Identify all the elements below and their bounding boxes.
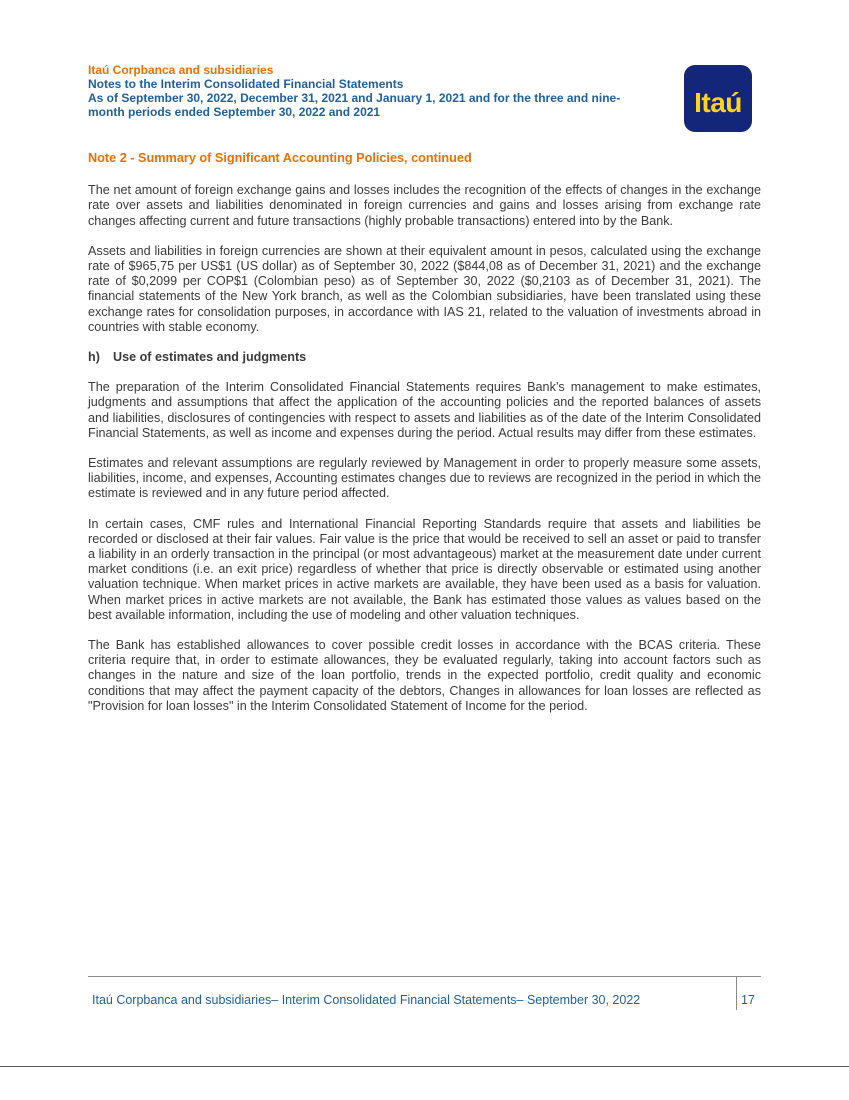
footer-divider (88, 976, 761, 977)
itau-logo-text: Itaú (694, 86, 742, 118)
footer-vertical-divider (736, 976, 737, 1010)
paragraph: The Bank has established allowances to cover possible credit losses in accordance with the BCAS criteria. These criteria require that, in order to estimate allowances, they be evaluated regularly, taking into account factors such as changes in the nature and size of the loan portfolio, trends in the expected portfolio, credit quality and economic conditions that may affect the payment capacity of the debtors, Changes in allowances for loan losses are reflected as "Provision for loan losses" in the Interim Consolidated Statement of Income for the period. (88, 638, 761, 713)
header-line-3: month periods ended September 30, 2022 and 2021 (88, 105, 381, 119)
paragraph: Estimates and relevant assumptions are regularly reviewed by Management in order to properly measure some assets, liabilities, income, and expenses, Accounting estimates changes due to reviews are recognized in the period in which the estimate is reviewed and in any future period affected. (88, 456, 761, 501)
paragraph: Assets and liabilities in foreign currencies are shown at their equivalent amount in pesos, calculated using the exchange rate of $965,75 per US$1 (US dollar) as of September 30, 2022 ($844,08 as of December 31, 2021) and the exchange rate of $0,2099 per COP$1 (Colombian peso) as of September 30, 2022 ($0,2103 as of December 31, 2021). The financial statements of the New York branch, as well as the Colombian subsidiaries, have been translated using these exchange rates for consolidation purposes, in accordance with IAS 21, related to the valuation of investments abroad in countries with stable economy. (88, 243, 761, 334)
section-heading (88, 350, 761, 365)
paragraph: The preparation of the Interim Consolidated Financial Statements requires Bank’s management to make estimates, judgments and assumptions that affect the application of the accounting policies and the reported balances of assets and liabilities, disclosures of contingencies with respect to assets and liabilities as of the date of the Interim Consolidated Financial Statements, as well as income and expenses during the period. Actual results may differ from these estimates. (88, 380, 761, 440)
page-header (88, 63, 668, 119)
page-number: 17 (741, 993, 755, 1007)
itau-logo (684, 65, 752, 132)
header-line-1: Notes to the Interim Consolidated Financial Statements (88, 77, 404, 91)
header-company: Itaú Corpbanca and subsidiaries (88, 63, 274, 77)
header-line-2: As of September 30, 2022, December 31, 2021 and January 1, 2021 and for the three and nine- (88, 91, 621, 105)
section-label: h) (88, 350, 100, 365)
page-body (88, 151, 761, 729)
paragraph: In certain cases, CMF rules and International Financial Reporting Standards require that assets and liabilities be recorded or disclosed at their fair values. Fair value is the price that would be received to sell an asset or paid to transfer a liability in an orderly transaction in the principal (or most advantageous) market at the measurement date under current market conditions (i.e. an exit price) regardless of whether that price is directly observable or estimated using another valuation technique. When market prices in active markets are available, they have been used as a basis for valuation. When market prices in active markets are not available, the Bank has estimated those values as values based on the best available information, including the use of modeling and other valuation techniques. (88, 516, 761, 622)
note-title: Note 2 - Summary of Significant Accounting Policies, continued (88, 151, 472, 165)
page-bottom-divider (0, 1066, 849, 1067)
paragraph: The net amount of foreign exchange gains and losses includes the recognition of the effects of changes in the exchange rate over assets and liabilities denominated in foreign currencies and gains and losses arising from exchange rate changes affecting current and future transactions (highly probable transactions) entered into by the Bank. (88, 183, 761, 228)
footer-text: Itaú Corpbanca and subsidiaries– Interim Consolidated Financial Statements– September 30, 2022 (92, 993, 641, 1007)
section-title: Use of estimates and judgments (113, 350, 307, 365)
